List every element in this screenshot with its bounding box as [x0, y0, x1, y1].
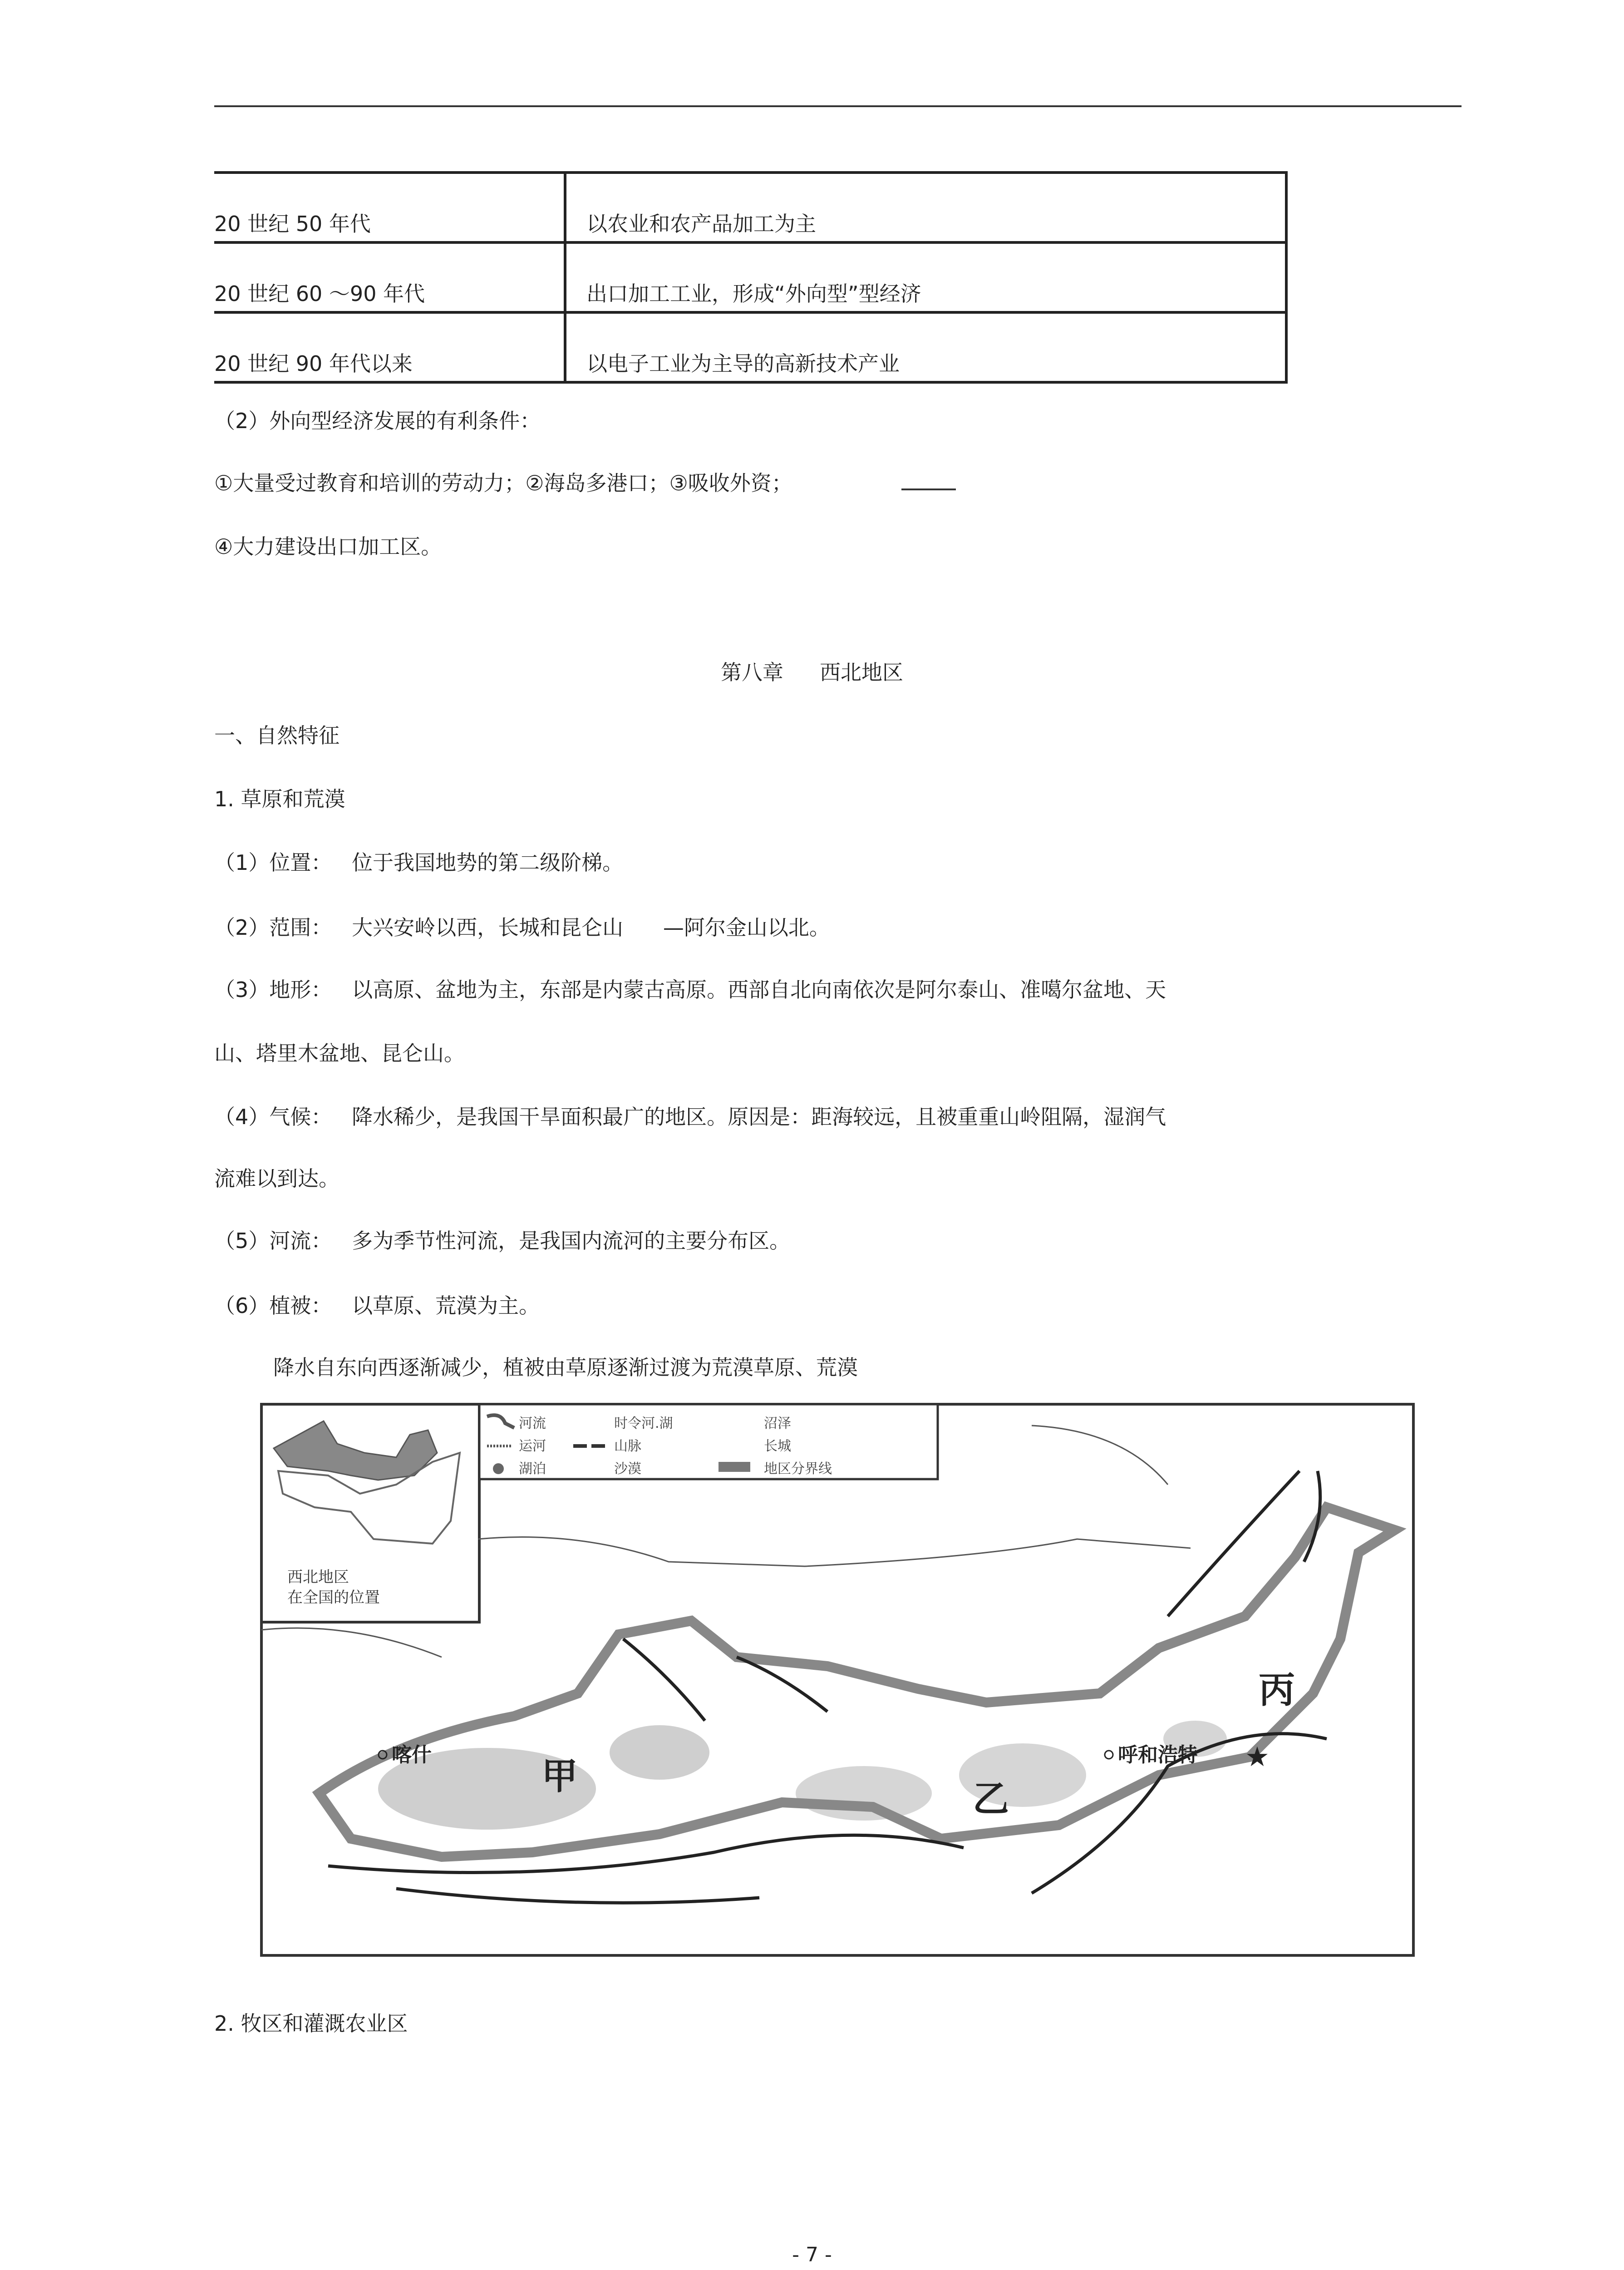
- subsection-heading: 1. 草原和荒漠: [214, 787, 345, 811]
- label-yi: 乙: [973, 1778, 1009, 1820]
- table-row: [214, 173, 1286, 242]
- legend-boundary: 地区分界线: [764, 1461, 832, 1477]
- inset-label: 在全国的位置: [287, 1589, 380, 1607]
- period-cell: 20 世纪 60 ～90 年代: [214, 242, 565, 312]
- industry-cell: 出口加工工业，形成“外向型”型经济: [565, 242, 1286, 312]
- chapter-number: 第八章: [721, 660, 783, 685]
- legend-mountain: 山脉: [614, 1438, 641, 1454]
- item-vegetation: （6）植被： 以草原、荒漠为主。: [214, 1293, 540, 1318]
- page-number: - 7 -: [792, 2243, 832, 2266]
- table-row: [214, 242, 1286, 312]
- label-kashi: 喀什: [392, 1743, 432, 1767]
- legend-canal: 运河: [519, 1438, 546, 1454]
- blank-underline: [901, 489, 956, 490]
- item-terrain: （3）地形： 以高原、盆地为主，东部是内蒙古高原。西部自北向南依次是阿尔泰山、准噶尔盆地、天: [214, 977, 1166, 1002]
- item-range: （2）范围： 大兴安岭以西，长城和昆仑山 —阿尔金山以北。: [214, 915, 830, 940]
- legend-river: 河流: [519, 1416, 546, 1431]
- conditions-heading: （2）外向型经济发展的有利条件：: [214, 409, 541, 433]
- lake-symbol: [493, 1463, 504, 1474]
- chapter-name: 西北地区: [820, 660, 903, 685]
- legend-swamp: 沼泽: [764, 1416, 791, 1431]
- item-rivers: （5）河流： 多为季节性河流，是我国内流河的主要分布区。: [214, 1229, 791, 1253]
- table-row: [214, 312, 1286, 382]
- northwest-region-map: [260, 1403, 1415, 1957]
- item-terrain-cont: 山、塔里木盆地、昆仑山。: [214, 1041, 465, 1066]
- conditions-line-1: [214, 473, 956, 493]
- map-legend: [479, 1404, 938, 1479]
- subsection-heading-2: 2. 牧区和灌溉农业区: [214, 2011, 408, 2036]
- header-rule: [214, 105, 1462, 107]
- industry-cell: 以农业和农产品加工为主: [565, 173, 1286, 242]
- label-huhehaote: 呼和浩特: [1118, 1743, 1198, 1767]
- period-cell: 20 世纪 90 年代以来: [214, 312, 565, 382]
- boundary-symbol: [718, 1462, 750, 1472]
- period-cell: 20 世纪 50 年代: [214, 173, 565, 242]
- chapter-title: [0, 662, 1624, 683]
- item-position: （1）位置： 位于我国地势的第二级阶梯。: [214, 850, 624, 875]
- item-climate: （4）气候： 降水稀少，是我国干旱面积最广的地区。原因是：距海较远，且被重重山岭阻隔，湿润气: [214, 1105, 1166, 1129]
- item-climate-cont: 流难以到达。: [214, 1166, 340, 1191]
- note-text: 降水自东向西逐渐减少，植被由草原逐渐过渡为荒漠草原、荒漠: [273, 1355, 858, 1380]
- capital-star-icon: ★: [1245, 1741, 1270, 1773]
- legend-great-wall: 长城: [764, 1438, 791, 1454]
- section-heading: 一、自然特征: [214, 723, 340, 748]
- legend-lake: 湖泊: [519, 1461, 546, 1477]
- conditions-line-2: ④大力建设出口加工区。: [214, 534, 442, 559]
- label-bing: 丙: [1259, 1669, 1295, 1711]
- label-jia: 甲: [541, 1755, 578, 1797]
- legend-seasonal: 时令河.湖: [614, 1416, 673, 1431]
- inset-label: 西北地区: [287, 1568, 349, 1586]
- development-table: [214, 171, 1288, 384]
- legend-desert: 沙漠: [614, 1461, 641, 1477]
- industry-cell: 以电子工业为主导的高新技术产业: [565, 312, 1286, 382]
- inset-china-map: [261, 1404, 479, 1622]
- conditions-text: ①大量受过教育和培训的劳动力；②海岛多港口；③吸收外资；: [214, 471, 792, 495]
